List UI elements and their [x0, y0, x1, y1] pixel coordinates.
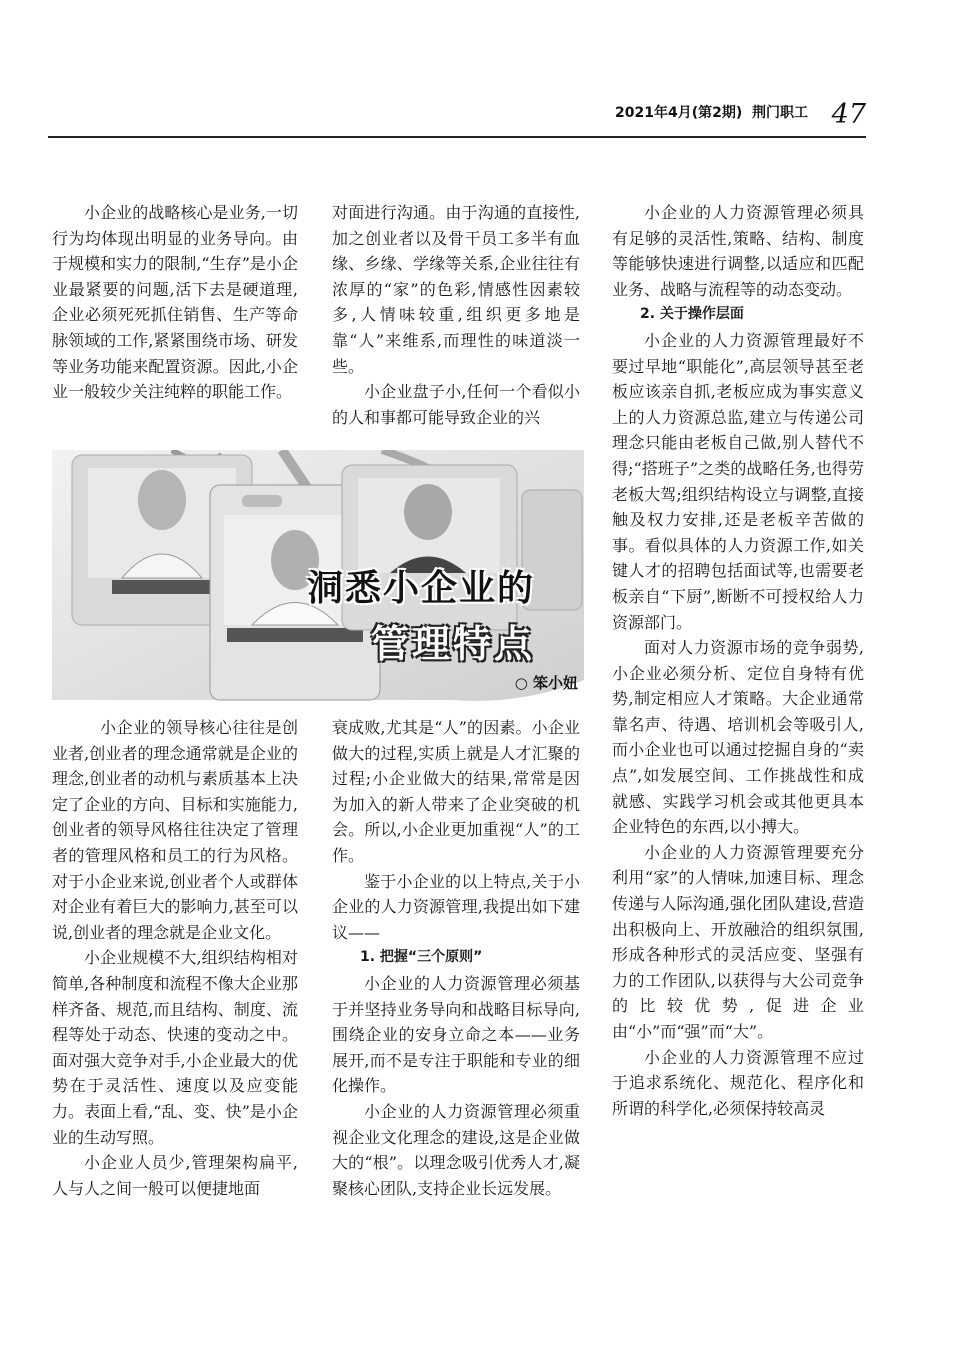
paragraph: 对面进行沟通。由于沟通的直接性,加之创业者以及骨干员工多半有血缘、乡缘、学缘等关系,企业往往有浓厚的“家”的色彩,情感性因素较多,人情味较重,组织更多地是靠“人”来维系,而理性的味道淡一些。	[332, 203, 580, 376]
issue-date: 2021年4月(第2期)	[615, 105, 743, 121]
title-line-1: 洞悉小企业的	[307, 568, 536, 609]
column-2-bottom	[332, 715, 580, 1201]
article-title	[307, 560, 535, 668]
column-1-bottom	[52, 715, 298, 1201]
section-heading: 2. 关于操作层面	[640, 306, 744, 323]
paragraph: 小企业的人力资源管理要充分利用“家”的人情味,加速目标、理念传递与人际沟通,强化团队建设,营造出积极向上、开放融洽的组织氛围,形成各种形式的灵活应变、坚强有力的工作团队,以获得与大公司竞争的比较优势,促进企业由“小”而“强”而“大”。	[612, 842, 864, 1041]
author-byline: ○ 笨小妞	[514, 674, 578, 692]
paragraph: 小企业的战略核心是业务,一切行为均体现出明显的业务导向。由于规模和实力的限制,“生存”是小企业最紧要的问题,活下去是硬道理,企业必须死死抓住销售、生产等命脉领域的工作,紧紧围绕市场、研发等业务功能来配置资源。因此,小企业一般较少关注纯粹的职能工作。	[52, 203, 298, 402]
paragraph: 面对人力资源市场的竞争弱势,小企业必须分析、定位自身特有优势,制定相应人才策略。大企业通常靠名声、待遇、培训机会等吸引人,而小企业也可以通过挖掘自身的“卖点”,如发展空间、工作挑战性和成就感、实践学习机会或其他更具本企业特色的东西,以小搏大。	[612, 638, 864, 837]
column-2-top	[332, 200, 580, 430]
header-issue-info	[615, 102, 808, 122]
paragraph: 衰成败,尤其是“人”的因素。小企业做大的过程,实质上就是人才汇聚的过程;小企业做大的结果,常常是因为加入的新人带来了企业突破的机会。所以,小企业更加重视“人”的工作。	[332, 718, 580, 865]
paragraph: 小企业的人力资源管理必须重视企业文化理念的建设,这是企业做大的“根”。以理念吸引优秀人才,凝聚核心团队,支持企业长远发展。	[332, 1101, 580, 1198]
journal-name: 荆门职工	[752, 105, 808, 121]
paragraph: 小企业的人力资源管理不应过于追求系统化、规范化、程序化和所谓的科学化,必须保持较高灵	[612, 1047, 864, 1118]
page-header	[48, 86, 866, 138]
paragraph: 小企业规模不大,组织结构相对简单,各种制度和流程不像大企业那样齐备、规范,而且结构、制度、流程等处于动态、快速的变动之中。面对强大竞争对手,小企业最大的优势在于灵活性、速度以及应变能力。表面上看,“乱、变、快”是小企业的生动写照。	[52, 948, 298, 1147]
page-number: 47	[831, 99, 866, 130]
title-line-2: 管理特点	[371, 622, 536, 666]
column-3	[612, 200, 864, 1121]
paragraph: 鉴于小企业的以上特点,关于小企业的人力资源管理,我提出如下建议——	[332, 871, 580, 942]
paragraph: 小企业的领导核心往往是创业者,创业者的理念通常就是企业的理念,创业者的动机与素质基本上决定了企业的方向、目标和实施能力,创业者的领导风格往往决定了管理者的管理风格和员工的行为风格。对于小企业来说,创业者个人或群体对企业有着巨大的影响力,甚至可以说,创业者的理念就是企业文化。	[52, 718, 298, 942]
paragraph: 小企业的人力资源管理必须基于并坚持业务导向和战略目标导向,围绕企业的安身立命之本——业务展开,而不是专注于职能和专业的细化操作。	[332, 973, 580, 1096]
column-1-top	[52, 200, 298, 405]
paragraph: 小企业的人力资源管理最好不要过早地“职能化”,高层领导甚至老板应该亲自抓,老板应成为事实意义上的人力资源总监,建立与传递公司理念只能由老板自己做,别人替代不得;“搭班子”之类的战略任务,也得劳老板大驾;组织结构设立与调整,直接触及权力安排,还是老板辛苦做的事。看似具体的人力资源工作,如关键人才的招聘包括面试等,也需要老板亲自“下厨”,断断不可授权给人力资源部门。	[612, 330, 864, 632]
section-heading: 1. 把握“三个原则”	[360, 949, 483, 966]
paragraph: 小企业盘子小,任何一个看似小的人和事都可能导致企业的兴	[332, 382, 580, 427]
paragraph: 小企业的人力资源管理必须具有足够的灵活性,策略、结构、制度等能够快速进行调整,以适应和匹配业务、战略与流程等的动态变动。	[612, 203, 864, 299]
paragraph: 小企业人员少,管理架构扁平,人与人之间一般可以便捷地面	[52, 1153, 298, 1198]
article-illustration	[52, 450, 584, 705]
